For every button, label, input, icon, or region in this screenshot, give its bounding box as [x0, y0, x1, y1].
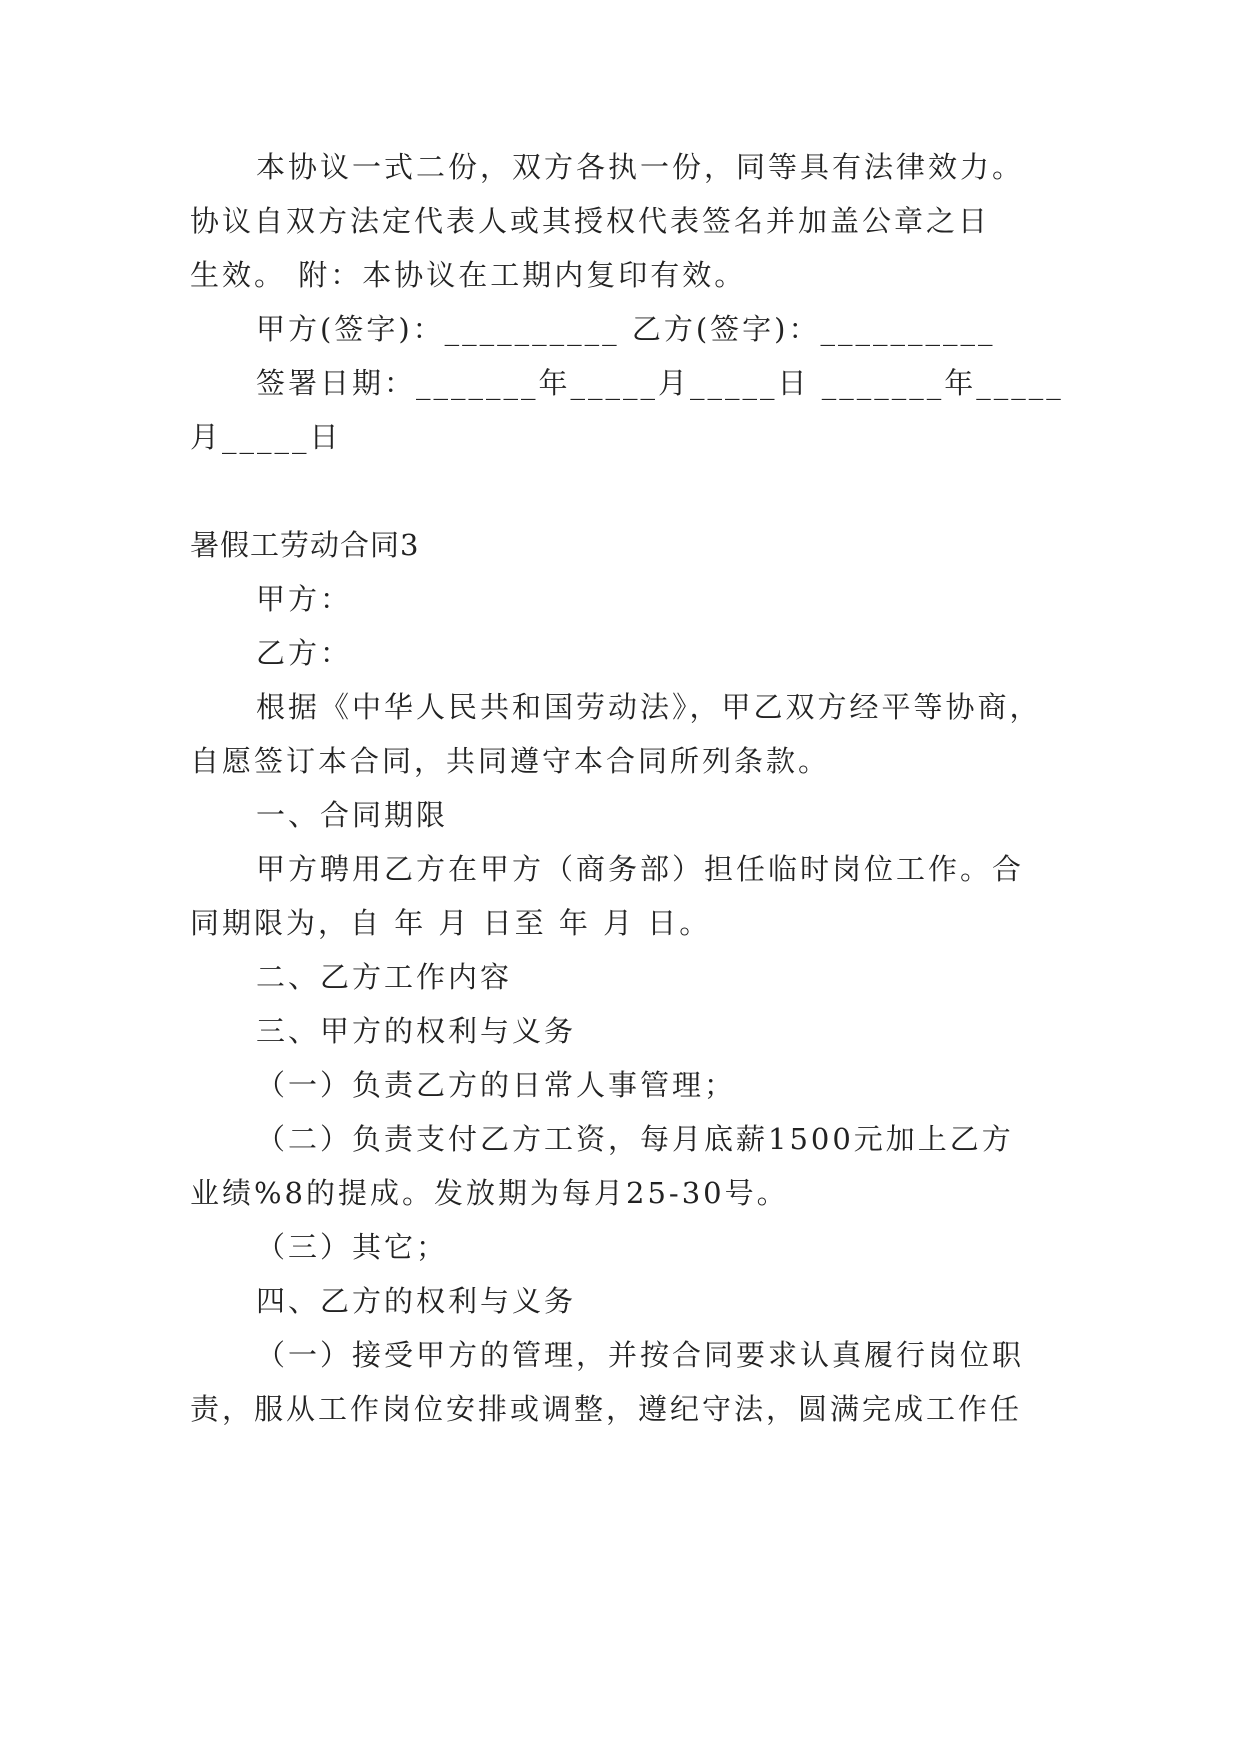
paragraph-line: 业绩%8的提成。发放期为每月25-30号。: [190, 1176, 789, 1210]
paragraph-line: 协议自双方法定代表人或其授权代表签名并加盖公章之日: [190, 204, 991, 238]
paragraph-line: 甲方聘用乙方在甲方（商务部）担任临时岗位工作。合: [256, 852, 1025, 886]
paragraph-line: 自愿签订本合同，共同遵守本合同所列条款。: [190, 744, 831, 778]
clause-item: （一）负责乙方的日常人事管理；: [256, 1068, 737, 1102]
clause-item: （一）接受甲方的管理，并按合同要求认真履行岗位职: [256, 1338, 1025, 1372]
signature-line: 甲方(签字)：__________ 乙方(签字)：__________: [256, 312, 996, 346]
date-line: 月_____日: [190, 420, 342, 454]
paragraph-line: 责，服从工作岗位安排或调整，遵纪守法，圆满完成工作任: [190, 1392, 1023, 1426]
paragraph-line: 本协议一式二份，双方各执一份，同等具有法律效力。: [256, 150, 1025, 184]
clause-heading: 四、乙方的权利与义务: [256, 1284, 577, 1318]
clause-heading: 三、甲方的权利与义务: [256, 1014, 577, 1048]
clause-heading: 二、乙方工作内容: [256, 960, 513, 994]
paragraph-line: 同期限为，自 年 月 日至 年 月 日。: [190, 906, 712, 940]
section-title: 暑假工劳动合同3: [190, 528, 420, 562]
clause-heading: 一、合同期限: [256, 798, 449, 832]
clause-item: （二）负责支付乙方工资，每月底薪1500元加上乙方: [256, 1122, 1014, 1156]
party-a-label: 甲方：: [256, 582, 353, 616]
party-b-label: 乙方：: [256, 636, 353, 670]
clause-item: （三）其它；: [256, 1230, 449, 1264]
paragraph-line: 根据《中华人民共和国劳动法》，甲乙双方经平等协商，: [256, 690, 1042, 724]
paragraph-line: 生效。 附：本协议在工期内复印有效。: [190, 258, 747, 292]
date-line: 签署日期：_______年_____月_____日 _______年_____: [256, 366, 1064, 400]
